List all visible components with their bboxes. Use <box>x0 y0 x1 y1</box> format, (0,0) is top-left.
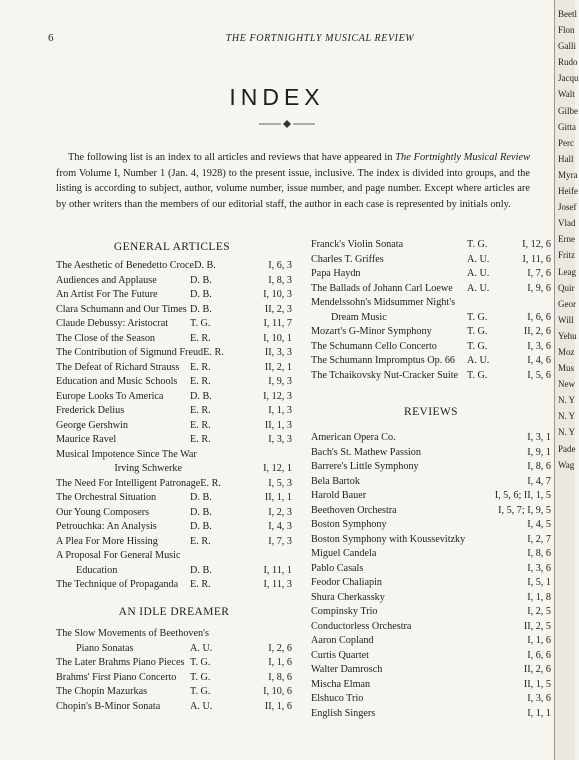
entry-author: E. R. <box>190 376 211 387</box>
index-entry <box>311 238 551 253</box>
entry-title: Mendelssohn's Midsummer Night's <box>311 297 456 308</box>
entry-reference: II, 1, 5 <box>523 678 551 690</box>
edge-fragment: Flon <box>558 25 575 36</box>
entry-reference: I, 4, 5 <box>527 519 551 530</box>
entry-reference: I, 1, 3 <box>268 405 292 416</box>
entry-title: The Later Brahms Piano Pieces <box>56 657 185 668</box>
entry-title: Franck's Violin Sonata <box>311 239 404 250</box>
index-entry <box>56 700 292 715</box>
entry-reference: I, 6, 6 <box>527 311 551 323</box>
edge-fragment: Rudo <box>558 57 578 68</box>
entry-reference: I, 11, 7 <box>263 318 292 329</box>
entry-author: A. U. <box>467 268 490 279</box>
index-entry <box>56 491 292 506</box>
entry-reference: II, 1, 3 <box>264 419 292 431</box>
index-entry <box>311 311 551 326</box>
entry-title: Dream Music <box>331 311 387 323</box>
entry-title: Clara Schumann and Our Times <box>56 303 187 315</box>
reviews-heading: REVIEWS <box>404 406 458 418</box>
entry-reference: I, 3, 1 <box>527 432 551 443</box>
entry-reference: I, 8, 6 <box>268 671 292 683</box>
entry-reference <box>242 627 292 642</box>
entry-title: Walter Damrosch <box>311 664 383 675</box>
entry-title: Irving Schwerke <box>114 463 182 474</box>
entry-title: Miguel Candela <box>311 548 377 559</box>
entry-reference: I, 11, 3 <box>263 579 292 590</box>
entry-reference: I, 3, 6 <box>527 693 551 704</box>
entry-reference: I, 2, 6 <box>268 642 292 654</box>
entry-title: Audiences and Applause <box>56 274 157 286</box>
entry-author <box>467 296 501 311</box>
index-entry <box>311 475 551 490</box>
edge-fragment: Heife <box>558 186 578 197</box>
entry-title: Harold Bauer <box>311 490 367 501</box>
publication-name: The Fortnightly Musical Review <box>395 152 531 163</box>
entry-author: D. B. <box>190 274 212 286</box>
index-entry <box>56 506 292 521</box>
edge-fragment: Myra <box>558 169 578 180</box>
entry-reference: I, 4, 6 <box>527 355 551 366</box>
entry-title: Feodor Chaliapin <box>311 577 383 588</box>
entry-title: A Proposal For General Music <box>56 550 181 561</box>
running-title: THE FORTNIGHTLY MUSICAL REVIEW <box>225 33 415 44</box>
entry-reference: I, 10, 3 <box>263 289 292 300</box>
index-entry <box>311 547 551 562</box>
entry-reference: I, 2, 3 <box>268 506 292 518</box>
index-entry <box>56 642 292 657</box>
entry-title: English Singers <box>311 707 376 719</box>
index-entry <box>311 663 551 678</box>
edge-fragment: Leag <box>558 266 576 277</box>
entry-reference: I, 3, 3 <box>268 434 292 445</box>
index-entry <box>56 685 292 700</box>
entry-title: Petrouchka: An Analysis <box>56 521 157 532</box>
entry-reference: I, 3, 6 <box>527 562 551 574</box>
index-entry <box>56 259 292 274</box>
entry-author: T. G. <box>190 686 211 697</box>
entry-reference: I, 5, 6; II, 1, 5 <box>494 490 551 501</box>
entry-reference: I, 10, 1 <box>263 332 292 344</box>
entry-title: Pablo Casals <box>311 562 364 574</box>
index-entry <box>56 332 292 347</box>
edge-fragment: N. Y <box>558 411 576 422</box>
entry-title: Mischa Elman <box>311 678 371 690</box>
entry-reference: I, 1, 8 <box>527 591 551 603</box>
edge-fragment: Gilbe <box>558 105 578 116</box>
entry-author <box>197 448 234 463</box>
edge-fragment: N. Y <box>558 395 576 406</box>
index-entry <box>56 274 292 289</box>
entry-title: American Opera Co. <box>311 432 396 443</box>
entry-title: Bach's St. Mathew Passion <box>311 446 421 458</box>
intro-text-2: from Volume I, Number 1 (Jan. 4, 1928) to the present issue, inclusive. The index is divided into groups, and the listing is according to subject, author, volume number, issue number, and page number. Except where articles are by other writers than the members of our editorial staff, the author in each case is represented by initials only. <box>56 167 530 210</box>
entry-author: D. B. <box>190 492 212 503</box>
index-entry <box>56 317 292 332</box>
entry-title: Education and Music Schools <box>56 376 178 387</box>
entry-author: T. G. <box>467 326 488 337</box>
entry-title: The Schumann Cello Concerto <box>311 340 437 352</box>
entry-title: Boston Symphony <box>311 519 387 530</box>
index-entry <box>311 649 551 664</box>
entry-title: Shura Cherkassky <box>311 591 385 603</box>
entry-author: T. G. <box>190 318 211 329</box>
index-entry <box>56 520 292 535</box>
entry-reference: I, 1, 6 <box>268 657 292 668</box>
index-entry <box>56 627 292 642</box>
entry-reference: I, 5, 6 <box>527 369 551 381</box>
entry-reference: I, 12, 3 <box>263 390 292 402</box>
edge-fragment: Beetl <box>558 9 577 19</box>
entry-title: Beethoven Orchestra <box>311 504 397 516</box>
entry-title: Europe Looks To America <box>56 390 164 402</box>
entry-reference: I, 4, 7 <box>527 475 551 487</box>
index-entry <box>311 369 551 384</box>
entry-reference: I, 1, 1 <box>527 707 551 719</box>
entry-reference <box>230 549 292 564</box>
entry-title: A Plea For More Hissing <box>56 535 158 547</box>
page-number: 6 <box>48 32 54 44</box>
index-entry <box>56 656 292 671</box>
entry-title: Mozart's G-Minor Symphony <box>311 326 432 337</box>
edge-fragment: New <box>558 379 575 390</box>
entry-reference: I, 8, 6 <box>527 548 551 559</box>
entry-author: A. U. <box>190 700 213 712</box>
entry-reference: I, 11, 1 <box>263 564 292 576</box>
index-entry <box>311 267 551 282</box>
entry-title: The Defeat of Richard Strauss <box>56 361 180 373</box>
index-entry <box>56 390 292 405</box>
index-entry <box>56 375 292 390</box>
edge-fragment: Perc <box>558 137 574 148</box>
entry-title: The Slow Movements of Beethoven's <box>56 628 209 639</box>
index-entry <box>56 578 292 593</box>
entry-author: E. R. <box>190 434 211 445</box>
edge-fragment: Will <box>558 314 574 325</box>
index-entry <box>311 282 551 297</box>
entry-reference: I, 9, 3 <box>268 376 292 387</box>
index-entry <box>311 591 551 606</box>
edge-fragment: N. Y <box>558 427 576 438</box>
edge-fragment: Jacqu <box>558 73 579 84</box>
index-entry <box>311 533 551 548</box>
entry-reference: I, 8, 6 <box>527 461 551 472</box>
index-entry <box>56 535 292 550</box>
right-articles-list <box>311 238 551 383</box>
index-entry <box>56 419 292 434</box>
edge-fragment: Geor <box>558 298 576 309</box>
index-entry <box>311 504 551 519</box>
entry-title: The Ballads of Johann Carl Loewe <box>311 282 453 294</box>
entry-author: D. B. <box>190 506 212 518</box>
entry-reference: II, 3, 3 <box>264 347 292 358</box>
index-entry <box>311 253 551 268</box>
entry-author: E. R. <box>190 361 211 373</box>
index-entry <box>56 404 292 419</box>
index-entry <box>56 564 292 579</box>
entry-title: Frederick Delius <box>56 405 125 416</box>
entry-reference: I, 6, 3 <box>268 260 292 271</box>
intro-text-1: The following list is an index to all articles and reviews that have appeared in <box>68 152 396 163</box>
entry-reference: II, 1, 1 <box>264 492 292 503</box>
ornament-divider <box>257 118 317 130</box>
index-entry <box>56 462 292 477</box>
entry-author: A. U. <box>190 642 213 654</box>
entry-author: E. R. <box>190 419 211 431</box>
edge-fragment: Moz <box>558 346 575 357</box>
entry-reference: I, 12, 1 <box>263 463 292 474</box>
entry-author <box>209 627 242 642</box>
entry-title: George Gershwin <box>56 419 128 431</box>
entry-title: Barrere's Little Symphony <box>311 461 419 472</box>
index-entry <box>56 433 292 448</box>
entry-title: The Contribution of Sigmund Freud <box>56 347 204 358</box>
entry-reference: I, 2, 7 <box>527 533 551 545</box>
entry-title: Maurice Ravel <box>56 434 117 445</box>
edge-fragment: Pade <box>558 443 576 454</box>
entry-author: D. B. <box>190 390 212 402</box>
entry-title: The Need For Intelligent Patronage <box>56 477 201 489</box>
index-entry <box>311 518 551 533</box>
edge-fragment: Erne <box>558 234 575 245</box>
entry-reference: I, 6, 6 <box>527 649 551 661</box>
entry-author: T. G. <box>467 239 488 250</box>
edge-fragment: Galli <box>558 41 576 52</box>
entry-reference: I, 5, 3 <box>268 477 292 489</box>
entry-reference: II, 2, 1 <box>264 361 292 373</box>
entry-title: Elshuco Trio <box>311 693 364 704</box>
entry-title: Curtis Quartet <box>311 649 370 661</box>
edge-fragment: Quir <box>558 282 575 293</box>
index-entry <box>311 354 551 369</box>
index-entry <box>56 477 292 492</box>
index-entry <box>311 489 551 504</box>
index-entry <box>311 576 551 591</box>
edge-fragment: Vlad <box>558 218 576 229</box>
entry-title: The Schumann Impromptus Op. 66 <box>311 355 456 366</box>
entry-reference: II, 2, 3 <box>264 303 292 315</box>
index-entry <box>311 692 551 707</box>
edge-fragment: Hall <box>558 153 574 164</box>
entry-reference: I, 1, 6 <box>527 635 551 646</box>
entry-reference: I, 3, 6 <box>527 340 551 352</box>
entry-author: E. R. <box>190 579 211 590</box>
entry-author <box>190 549 230 564</box>
entry-title: The Orchestral Situation <box>56 492 157 503</box>
entry-reference: II, 2, 5 <box>523 620 551 632</box>
index-entry <box>311 620 551 635</box>
entry-reference: I, 4, 3 <box>268 521 292 532</box>
entry-author: E. R. <box>190 332 211 344</box>
entry-title: The Tchaikovsky Nut-Cracker Suite <box>311 369 459 381</box>
index-entry <box>56 448 292 463</box>
index-entry <box>56 288 292 303</box>
edge-fragment: Gitta <box>558 121 576 132</box>
idle-dreamer-list <box>56 627 292 714</box>
entry-title: Claude Debussy: Aristocrat <box>56 318 169 329</box>
entry-reference: I, 5, 7; I, 9, 5 <box>498 504 551 516</box>
entry-author: T. G. <box>467 311 488 323</box>
index-entry <box>311 707 551 722</box>
entry-title: The Technique of Propaganda <box>56 579 179 590</box>
entry-reference: I, 9, 6 <box>527 282 551 294</box>
entry-reference: I, 11, 6 <box>522 253 551 265</box>
entry-author: E. R. <box>190 405 211 416</box>
entry-title: Charles T. Griffes <box>311 253 384 265</box>
index-entry <box>56 361 292 376</box>
entry-reference: II, 2, 6 <box>523 326 551 337</box>
entry-reference <box>501 296 551 311</box>
entry-reference: I, 7, 3 <box>268 535 292 547</box>
entry-author: T. G. <box>467 340 488 352</box>
index-entry <box>56 671 292 686</box>
entry-title: Piano Sonatas <box>76 642 134 654</box>
entry-author: D. B. <box>190 564 212 576</box>
entry-title: Education <box>76 564 118 576</box>
entry-reference: II, 1, 6 <box>264 700 292 712</box>
entry-author: D. B. <box>194 260 216 271</box>
edge-fragment: Fritz <box>558 250 575 261</box>
entry-author: D. B. <box>190 521 212 532</box>
edge-fragment: Yehu <box>558 330 577 341</box>
reviews-list <box>311 431 551 721</box>
edge-fragment: Wag <box>558 459 575 470</box>
entry-title: Bela Bartok <box>311 475 360 487</box>
edge-fragment: Walt <box>558 89 575 100</box>
entry-title: Chopin's B-Minor Sonata <box>56 700 161 712</box>
adjacent-page-edge <box>554 0 579 760</box>
index-entry <box>311 446 551 461</box>
entry-title: Papa Haydn <box>311 268 361 279</box>
entry-title: The Aesthetic of Benedetto Croce <box>56 260 195 271</box>
entry-reference <box>234 448 292 463</box>
entry-reference: I, 8, 3 <box>268 274 292 286</box>
index-entry <box>311 605 551 620</box>
entry-title: The Chopin Mazurkas <box>56 686 148 697</box>
entry-title: Brahms' First Piano Concerto <box>56 671 177 683</box>
entry-reference: I, 7, 6 <box>527 268 551 279</box>
entry-author: E. R. <box>200 477 221 489</box>
index-entry <box>311 325 551 340</box>
entry-title: Conductorless Orchestra <box>311 620 412 632</box>
page-title: INDEX <box>229 84 325 110</box>
entry-reference: I, 10, 6 <box>263 686 292 697</box>
index-entry <box>56 549 292 564</box>
index-entry <box>311 460 551 475</box>
general-articles-heading: GENERAL ARTICLES <box>113 241 231 253</box>
idle-dreamer-heading: AN IDLE DREAMER <box>118 606 230 618</box>
entry-reference: I, 12, 6 <box>522 239 551 250</box>
index-entry <box>311 678 551 693</box>
entry-author: A. U. <box>467 282 490 294</box>
index-entry <box>311 340 551 355</box>
entry-title: An Artist For The Future <box>56 289 158 300</box>
index-entry <box>56 303 292 318</box>
entry-author: A. U. <box>467 253 490 265</box>
entry-reference: I, 9, 1 <box>527 446 551 458</box>
entry-reference: I, 5, 1 <box>527 577 551 588</box>
index-entry <box>311 431 551 446</box>
entry-author: T. G. <box>467 369 488 381</box>
entry-title: Our Young Composers <box>56 506 150 518</box>
general-articles-list <box>56 259 292 593</box>
entry-author: D. B. <box>190 303 212 315</box>
index-entry <box>311 562 551 577</box>
entry-author <box>190 462 230 477</box>
entry-author: T. G. <box>190 671 211 683</box>
entry-reference: I, 2, 5 <box>527 606 551 617</box>
entry-title: Boston Symphony with Koussevitzky <box>311 533 466 545</box>
entry-title: Aaron Copland <box>311 635 374 646</box>
index-entry <box>311 296 551 311</box>
entry-title: Musical Impotence Since The War <box>56 448 197 460</box>
entry-author: A. U. <box>467 355 490 366</box>
edge-fragment: Mus <box>558 363 575 374</box>
edge-fragment: Josef <box>558 202 577 213</box>
intro-paragraph <box>56 150 530 212</box>
entry-author: T. G. <box>190 657 211 668</box>
index-entry <box>56 346 292 361</box>
entry-author: E. R. <box>190 535 211 547</box>
entry-author: D. B. <box>190 289 212 300</box>
entry-reference: II, 2, 6 <box>523 664 551 675</box>
entry-title: The Close of the Season <box>56 332 156 344</box>
entry-title: Compinsky Trio <box>311 606 378 617</box>
index-entry <box>311 634 551 649</box>
entry-author: E. R. <box>203 347 224 358</box>
